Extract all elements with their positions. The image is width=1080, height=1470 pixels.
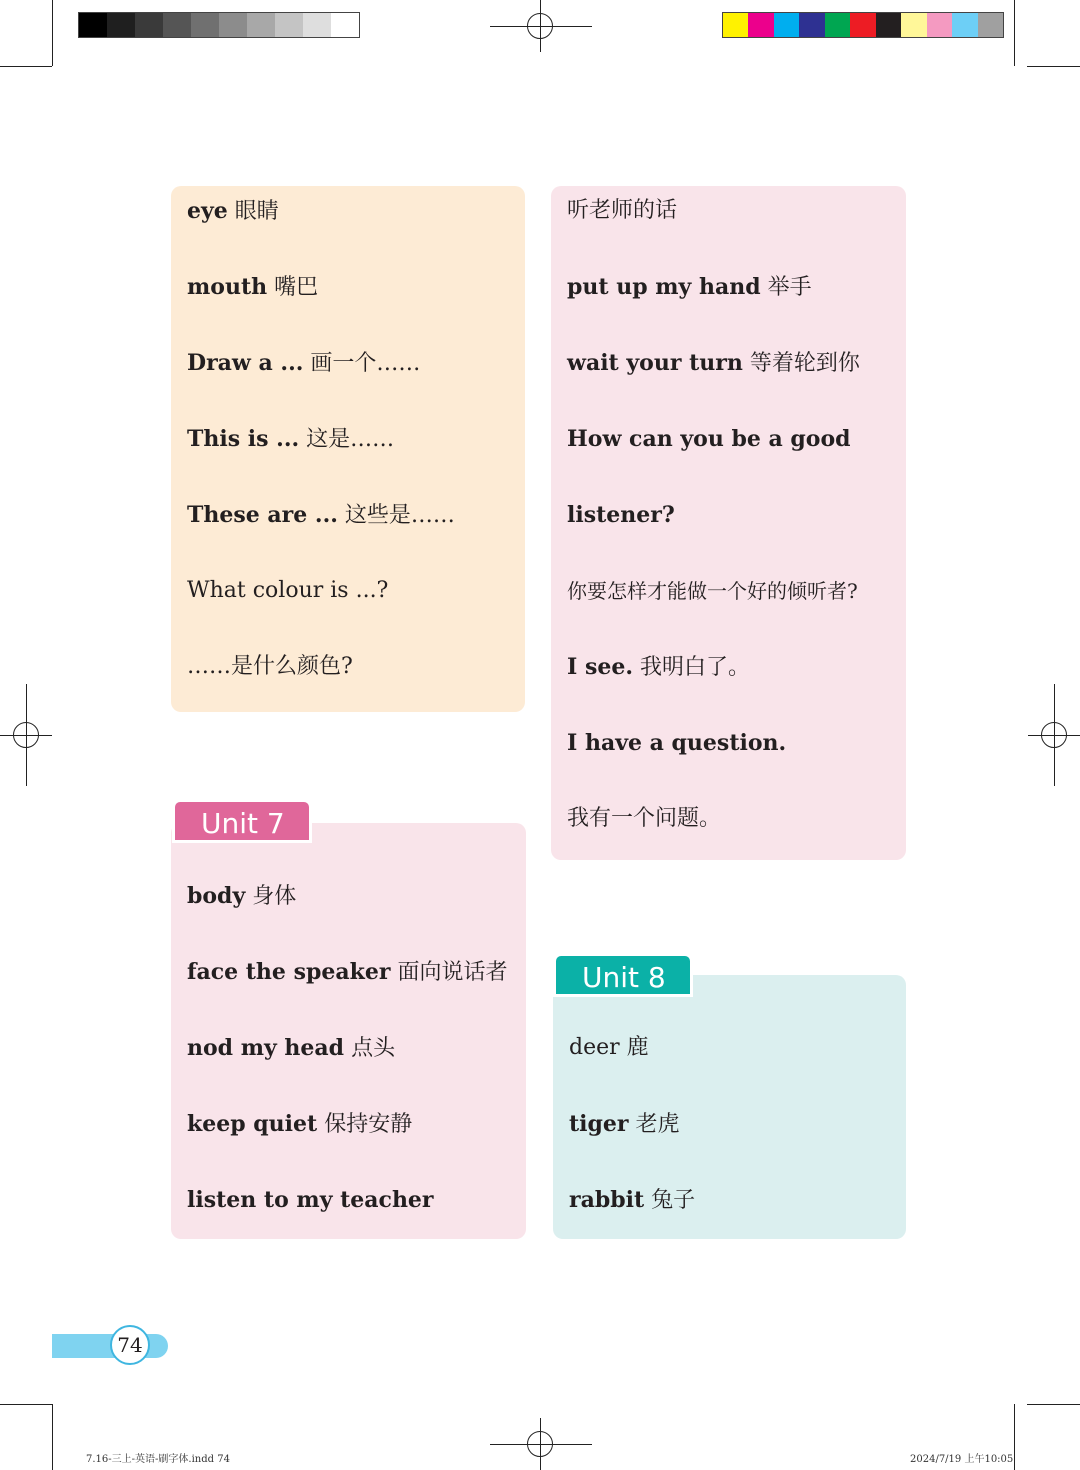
list-item: This is ... 这是…… <box>187 426 395 452</box>
list-item: rabbit 兔子 <box>569 1187 696 1213</box>
list-item: mouth 嘴巴 <box>187 274 319 300</box>
list-item: listener? <box>567 502 675 528</box>
list-item: Draw a ... 画一个…… <box>187 350 421 376</box>
list-item: face the speaker 面向说话者 <box>187 959 508 985</box>
list-item: deer 鹿 <box>569 1035 649 1060</box>
color-bar <box>722 12 1004 38</box>
list-item: keep quiet 保持安静 <box>187 1111 413 1137</box>
vocab-card-top-right <box>551 186 906 860</box>
unit8-card <box>553 975 906 1239</box>
page-number: 74 <box>110 1325 150 1365</box>
list-item: I see. 我明白了。 <box>567 654 751 680</box>
list-item: ……是什么颜色? <box>187 654 353 679</box>
footer-filename: 7.16-三上-英语-刷字体.indd 74 <box>86 1454 230 1465</box>
list-item: listen to my teacher <box>187 1187 434 1213</box>
list-item: nod my head 点头 <box>187 1035 396 1061</box>
list-item: 你要怎样才能做一个好的倾听者? <box>567 579 858 603</box>
list-item: eye 眼睛 <box>187 198 279 224</box>
vocab-card-top-left <box>171 186 525 712</box>
list-item: tiger 老虎 <box>569 1111 680 1137</box>
grayscale-bar <box>78 12 360 38</box>
list-item: These are ... 这些是…… <box>187 502 455 528</box>
unit7-label: Unit 7 <box>172 799 312 843</box>
footer-datetime: 2024/7/19 上午10:05 <box>910 1454 1014 1465</box>
list-item: put up my hand 举手 <box>567 274 812 300</box>
unit7-card <box>171 823 526 1239</box>
list-item: How can you be a good <box>567 426 851 452</box>
list-item: What colour is ...? <box>187 578 389 603</box>
list-item: I have a question. <box>567 730 787 756</box>
list-item: 听老师的话 <box>567 198 678 223</box>
unit8-label: Unit 8 <box>553 953 693 997</box>
list-item: wait your turn 等着轮到你 <box>567 350 860 376</box>
list-item: 我有一个问题。 <box>567 806 722 831</box>
list-item: body 身体 <box>187 883 297 909</box>
